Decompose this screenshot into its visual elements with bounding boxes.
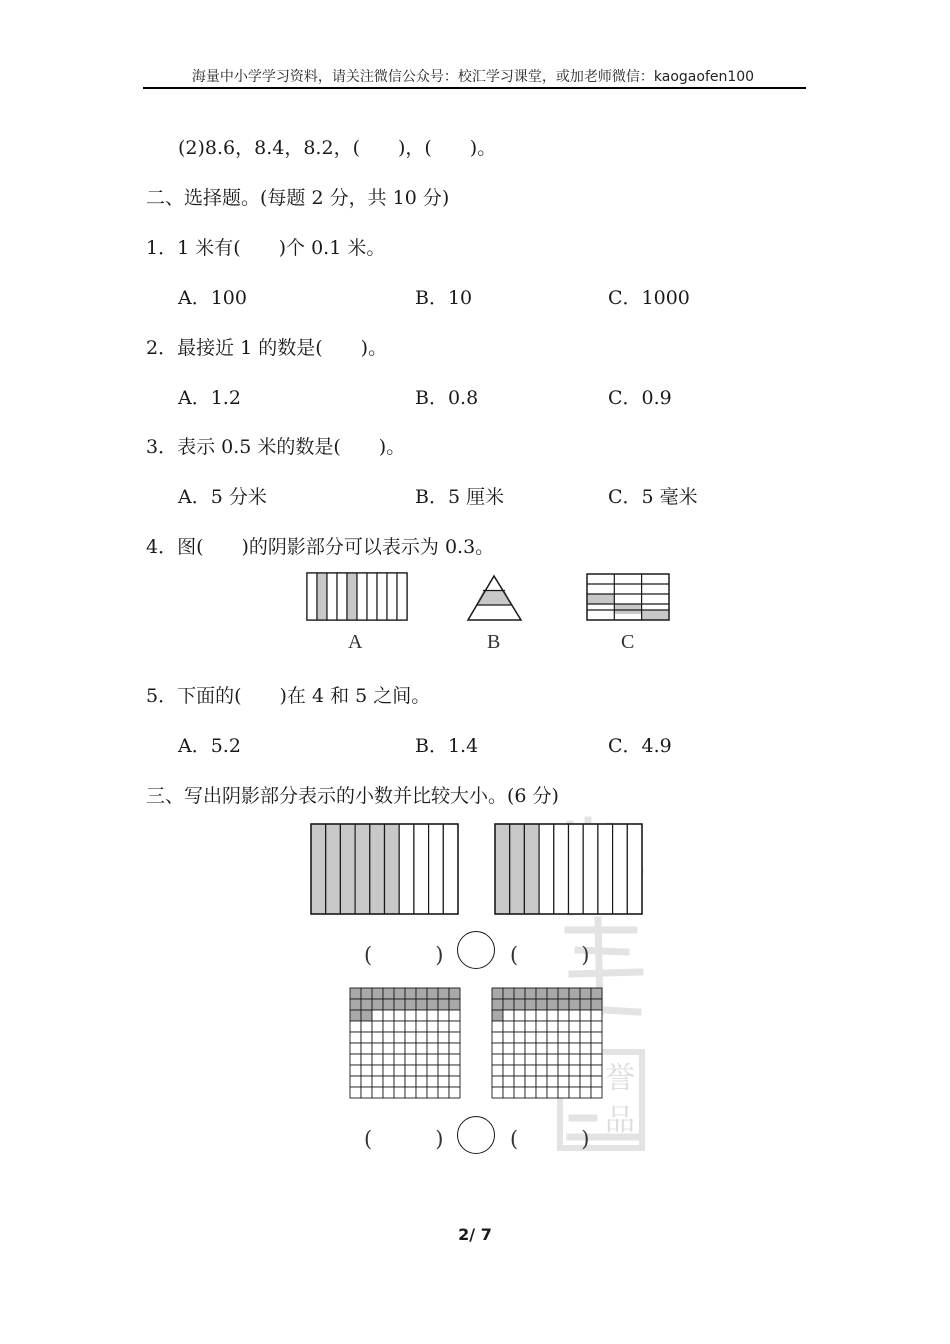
grid-cell <box>372 1032 383 1043</box>
grid-cell <box>405 1032 416 1043</box>
q2-option-c: C．0.9 <box>608 387 672 409</box>
grid-cell <box>558 1087 569 1098</box>
grid-cell <box>372 1076 383 1087</box>
bar-strip <box>311 824 326 914</box>
q5-option-a: A．5.2 <box>178 735 241 757</box>
grid-cell <box>558 1043 569 1054</box>
grid-cell <box>569 1043 580 1054</box>
bar-strip <box>414 824 429 914</box>
grid-cell <box>492 1021 503 1032</box>
s3-row1-compare-circle[interactable] <box>457 931 495 969</box>
grid-cell <box>591 1076 602 1087</box>
grid-cell <box>383 999 394 1010</box>
grid-cell <box>449 1087 460 1098</box>
watermark-char-2: 品 <box>605 1103 635 1138</box>
grid-cell <box>350 1010 361 1021</box>
s3-row2-blank-right[interactable]: ( ) <box>510 1127 590 1151</box>
grid-cell <box>372 999 383 1010</box>
q4a-strip <box>377 573 387 620</box>
grid-cell <box>514 1087 525 1098</box>
grid-cell <box>416 1043 427 1054</box>
bar-strip <box>340 824 355 914</box>
q4-figure-b <box>466 574 524 622</box>
grid-cell <box>361 1043 372 1054</box>
grid-cell <box>394 1087 405 1098</box>
q4a-strip <box>367 573 377 620</box>
grid-cell <box>525 1065 536 1076</box>
q4-figure-c <box>586 573 672 623</box>
s3-grid-left <box>349 987 462 1099</box>
grid-cell <box>536 1076 547 1087</box>
grid-cell <box>492 1043 503 1054</box>
grid-cell <box>361 1076 372 1087</box>
grid-cell <box>536 999 547 1010</box>
grid-cell <box>558 1054 569 1065</box>
q1-option-a: A．100 <box>178 287 247 309</box>
grid-cell <box>503 1076 514 1087</box>
bar-strip <box>326 824 341 914</box>
page-header: 海量中小学学习资料，请关注微信公众号：校汇学习课堂，或加老师微信：kaogaofen100 <box>191 69 755 85</box>
grid-cell <box>372 1010 383 1021</box>
s3-bar-left <box>310 823 460 916</box>
grid-cell <box>591 1021 602 1032</box>
grid-cell <box>569 1054 580 1065</box>
grid-cell <box>416 988 427 999</box>
grid-cell <box>449 999 460 1010</box>
grid-cell <box>503 1010 514 1021</box>
grid-cell <box>514 1032 525 1043</box>
grid-cell <box>405 1087 416 1098</box>
grid-cell <box>427 1054 438 1065</box>
grid-cell <box>394 1065 405 1076</box>
grid-cell <box>350 1032 361 1043</box>
grid-cell <box>569 1010 580 1021</box>
grid-cell <box>438 1043 449 1054</box>
grid-cell <box>449 1010 460 1021</box>
bar-strip <box>429 824 444 914</box>
grid-cell <box>525 1054 536 1065</box>
grid-cell <box>394 999 405 1010</box>
grid-cell <box>569 1021 580 1032</box>
grid-cell <box>492 1010 503 1021</box>
grid-cell <box>492 1032 503 1043</box>
bar-strip <box>613 824 628 914</box>
grid-cell <box>361 1065 372 1076</box>
grid-cell <box>536 1065 547 1076</box>
grid-cell <box>383 1087 394 1098</box>
grid-cell <box>350 988 361 999</box>
grid-cell <box>405 1054 416 1065</box>
q4a-strip <box>317 573 327 620</box>
grid-cell <box>536 988 547 999</box>
q4a-strip <box>337 573 347 620</box>
grid-cell <box>383 1032 394 1043</box>
grid-cell <box>350 1076 361 1087</box>
grid-cell <box>361 1010 372 1021</box>
grid-cell <box>449 1076 460 1087</box>
grid-cell <box>558 1065 569 1076</box>
q4a-strip <box>387 573 397 620</box>
grid-cell <box>350 1054 361 1065</box>
grid-cell <box>591 1065 602 1076</box>
grid-cell <box>580 1043 591 1054</box>
grid-cell <box>372 1043 383 1054</box>
grid-cell <box>503 1021 514 1032</box>
grid-cell <box>591 1054 602 1065</box>
grid-cell <box>558 999 569 1010</box>
grid-cell <box>580 1087 591 1098</box>
bar-strip <box>443 824 458 914</box>
grid-cell <box>569 999 580 1010</box>
q3-stem: 3．表示 0.5 米的数是( )。 <box>146 436 406 458</box>
grid-cell <box>492 1065 503 1076</box>
grid-cell <box>591 988 602 999</box>
grid-cell <box>558 1032 569 1043</box>
grid-cell <box>547 988 558 999</box>
grid-cell <box>405 1021 416 1032</box>
grid-cell <box>350 999 361 1010</box>
grid-cell <box>558 1021 569 1032</box>
grid-cell <box>503 988 514 999</box>
grid-cell <box>416 1087 427 1098</box>
header-divider <box>143 87 806 89</box>
watermark-char-1: 誉 <box>605 1061 635 1096</box>
grid-cell <box>416 999 427 1010</box>
grid-cell <box>558 988 569 999</box>
grid-cell <box>558 1076 569 1087</box>
grid-cell <box>427 1076 438 1087</box>
grid-cell <box>427 1065 438 1076</box>
grid-cell <box>416 1054 427 1065</box>
grid-cell <box>394 1010 405 1021</box>
q4-label-a: A <box>348 631 363 653</box>
grid-cell <box>514 1065 525 1076</box>
grid-cell <box>591 1043 602 1054</box>
grid-cell <box>438 1010 449 1021</box>
grid-cell <box>372 1054 383 1065</box>
q5-option-b: B．1.4 <box>415 735 479 757</box>
grid-cell <box>438 1054 449 1065</box>
grid-cell <box>449 1043 460 1054</box>
grid-cell <box>536 1010 547 1021</box>
grid-cell <box>580 1054 591 1065</box>
grid-cell <box>405 988 416 999</box>
grid-cell <box>427 999 438 1010</box>
grid-cell <box>372 1021 383 1032</box>
grid-cell <box>547 1043 558 1054</box>
q3-option-b: B．5 厘米 <box>415 486 505 508</box>
grid-cell <box>449 1065 460 1076</box>
section3-title: 三、写出阴影部分表示的小数并比较大小。(6 分) <box>146 785 559 807</box>
q1-option-c: C．1000 <box>608 287 690 309</box>
grid-cell <box>405 1043 416 1054</box>
grid-cell <box>394 1076 405 1087</box>
bar-strip <box>554 824 569 914</box>
grid-cell <box>372 988 383 999</box>
grid-cell <box>536 1087 547 1098</box>
grid-cell <box>547 1065 558 1076</box>
s3-row1-blank-right[interactable]: ( ) <box>510 943 590 967</box>
grid-cell <box>438 1076 449 1087</box>
grid-cell <box>492 999 503 1010</box>
bar-strip <box>355 824 370 914</box>
s3-row2-compare-circle[interactable] <box>457 1116 495 1154</box>
grid-cell <box>372 1065 383 1076</box>
q4-label-c: C <box>621 631 635 653</box>
grid-cell <box>525 1043 536 1054</box>
grid-cell <box>372 1087 383 1098</box>
grid-cell <box>427 1010 438 1021</box>
grid-cell <box>438 1087 449 1098</box>
grid-cell <box>361 1032 372 1043</box>
grid-cell <box>569 1087 580 1098</box>
grid-cell <box>580 999 591 1010</box>
grid-cell <box>427 1087 438 1098</box>
grid-cell <box>383 1076 394 1087</box>
grid-cell <box>503 1054 514 1065</box>
grid-cell <box>361 1054 372 1065</box>
grid-cell <box>536 1032 547 1043</box>
bar-strip <box>510 824 525 914</box>
grid-cell <box>525 999 536 1010</box>
grid-cell <box>525 1087 536 1098</box>
bar-strip <box>583 824 598 914</box>
grid-cell <box>547 1010 558 1021</box>
s3-row2-blank-left[interactable]: ( ) <box>364 1127 444 1151</box>
bar-strip <box>569 824 584 914</box>
grid-cell <box>547 1076 558 1087</box>
grid-cell <box>416 1010 427 1021</box>
grid-cell <box>525 1032 536 1043</box>
q5-stem: 5．下面的( )在 4 和 5 之间。 <box>146 685 431 707</box>
grid-cell <box>580 1076 591 1087</box>
q4a-strip <box>397 573 407 620</box>
grid-cell <box>492 1054 503 1065</box>
grid-cell <box>536 1043 547 1054</box>
bar-strip <box>385 824 400 914</box>
grid-cell <box>361 988 372 999</box>
grid-cell <box>503 999 514 1010</box>
grid-cell <box>405 1076 416 1087</box>
grid-cell <box>383 988 394 999</box>
grid-cell <box>514 988 525 999</box>
grid-cell <box>405 1065 416 1076</box>
q2-option-a: A．1.2 <box>178 387 241 409</box>
grid-cell <box>514 1043 525 1054</box>
bar-strip <box>627 824 642 914</box>
bar-strip <box>539 824 554 914</box>
grid-cell <box>416 1065 427 1076</box>
grid-cell <box>580 1010 591 1021</box>
page-number: 2/ 7 <box>458 1225 492 1244</box>
q4a-strip <box>307 573 317 620</box>
grid-cell <box>350 1021 361 1032</box>
grid-cell <box>580 1065 591 1076</box>
grid-cell <box>492 1076 503 1087</box>
grid-cell <box>361 1021 372 1032</box>
grid-cell <box>449 1054 460 1065</box>
grid-cell <box>416 1021 427 1032</box>
grid-cell <box>492 988 503 999</box>
grid-cell <box>503 1087 514 1098</box>
grid-cell <box>405 999 416 1010</box>
grid-cell <box>591 1032 602 1043</box>
grid-cell <box>492 1087 503 1098</box>
grid-cell <box>438 988 449 999</box>
grid-cell <box>580 1032 591 1043</box>
grid-cell <box>569 1065 580 1076</box>
grid-cell <box>383 1054 394 1065</box>
grid-cell <box>350 1043 361 1054</box>
grid-cell <box>350 1065 361 1076</box>
q3-option-a: A．5 分米 <box>178 486 267 508</box>
grid-cell <box>427 1021 438 1032</box>
bar-strip <box>495 824 510 914</box>
grid-cell <box>547 999 558 1010</box>
grid-cell <box>438 999 449 1010</box>
grid-cell <box>438 1065 449 1076</box>
grid-cell <box>405 1010 416 1021</box>
grid-cell <box>547 1021 558 1032</box>
grid-cell <box>427 1043 438 1054</box>
q1-option-b: B．10 <box>415 287 473 309</box>
q2-option-b: B．0.8 <box>415 387 479 409</box>
grid-cell <box>416 1076 427 1087</box>
q2-stem: 2．最接近 1 的数是( )。 <box>146 337 388 359</box>
q4a-strip <box>327 573 337 620</box>
q1-stem: 1．1 米有( )个 0.1 米。 <box>146 237 386 259</box>
grid-cell <box>449 1032 460 1043</box>
bar-strip <box>370 824 385 914</box>
grid-cell <box>383 1010 394 1021</box>
prev-question-line: (2)8.6，8.4，8.2，( )，( )。 <box>178 137 497 159</box>
bar-strip <box>524 824 539 914</box>
q4-stem: 4．图( )的阴影部分可以表示为 0.3。 <box>146 536 495 558</box>
grid-cell <box>514 1054 525 1065</box>
grid-cell <box>503 1065 514 1076</box>
grid-cell <box>547 1032 558 1043</box>
grid-cell <box>591 1010 602 1021</box>
q3-option-c: C．5 毫米 <box>608 486 698 508</box>
grid-cell <box>438 1021 449 1032</box>
q4-figure-a <box>306 572 408 622</box>
grid-cell <box>350 1087 361 1098</box>
grid-cell <box>569 1032 580 1043</box>
grid-cell <box>569 1076 580 1087</box>
grid-cell <box>536 1054 547 1065</box>
grid-cell <box>591 1087 602 1098</box>
grid-cell <box>416 1032 427 1043</box>
bar-strip <box>399 824 414 914</box>
section2-title: 二、选择题。(每题 2 分，共 10 分) <box>146 187 450 209</box>
q4-label-b: B <box>487 631 501 653</box>
grid-cell <box>427 988 438 999</box>
s3-grid-right <box>491 987 604 1099</box>
grid-cell <box>514 1021 525 1032</box>
grid-cell <box>427 1032 438 1043</box>
grid-cell <box>525 1010 536 1021</box>
grid-cell <box>361 999 372 1010</box>
s3-bar-right <box>494 823 644 916</box>
grid-cell <box>580 988 591 999</box>
grid-cell <box>514 1076 525 1087</box>
grid-cell <box>383 1021 394 1032</box>
grid-cell <box>449 1021 460 1032</box>
q5-option-c: C．4.9 <box>608 735 672 757</box>
grid-cell <box>394 1043 405 1054</box>
grid-cell <box>525 1076 536 1087</box>
grid-cell <box>383 1065 394 1076</box>
grid-cell <box>394 988 405 999</box>
grid-cell <box>591 999 602 1010</box>
q4a-strip <box>347 573 357 620</box>
grid-cell <box>514 1010 525 1021</box>
grid-cell <box>503 1043 514 1054</box>
grid-cell <box>394 1032 405 1043</box>
grid-cell <box>569 988 580 999</box>
grid-cell <box>525 1021 536 1032</box>
s3-row1-blank-left[interactable]: ( ) <box>364 943 444 967</box>
grid-cell <box>383 1043 394 1054</box>
grid-cell <box>580 1021 591 1032</box>
grid-cell <box>525 988 536 999</box>
bar-strip <box>598 824 613 914</box>
grid-cell <box>547 1054 558 1065</box>
q4a-strip <box>357 573 367 620</box>
grid-cell <box>438 1032 449 1043</box>
grid-cell <box>361 1087 372 1098</box>
grid-cell <box>394 1021 405 1032</box>
grid-cell <box>514 999 525 1010</box>
grid-cell <box>558 1010 569 1021</box>
grid-cell <box>449 988 460 999</box>
grid-cell <box>547 1087 558 1098</box>
grid-cell <box>503 1032 514 1043</box>
grid-cell <box>536 1021 547 1032</box>
grid-cell <box>394 1054 405 1065</box>
